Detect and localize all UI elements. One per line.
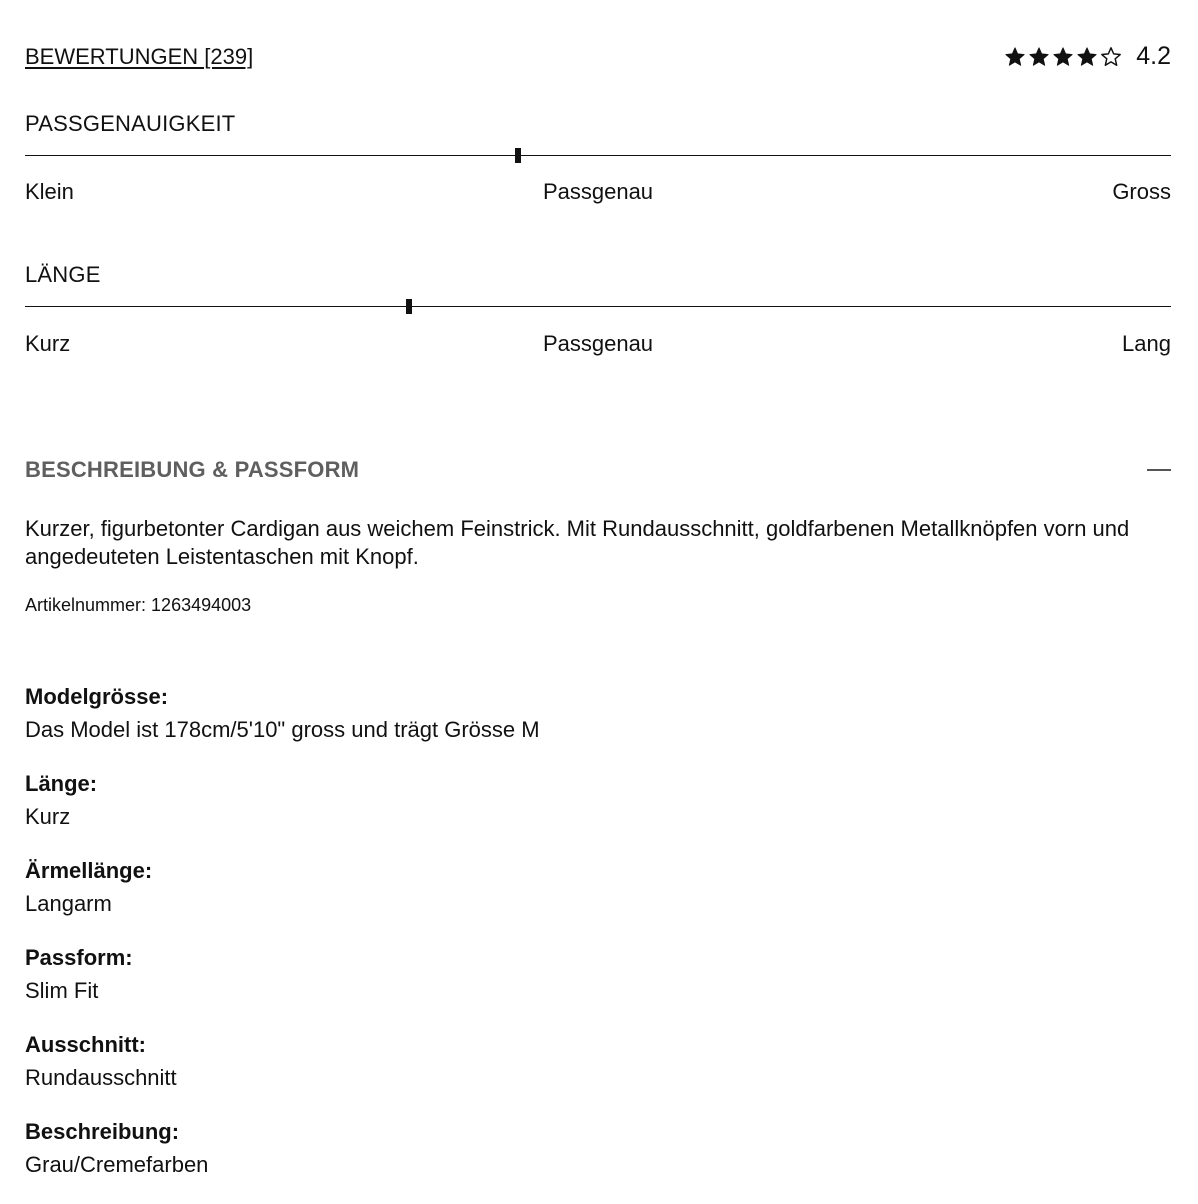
fit-scale-line <box>25 155 1171 156</box>
details-list <box>25 682 540 1204</box>
article-number-value: 1263494003 <box>151 595 252 615</box>
length-scale-marker <box>406 299 412 314</box>
detail-description <box>25 1117 540 1204</box>
star-outline-icon <box>1100 46 1122 68</box>
length-label-true: Passgenau <box>542 331 654 356</box>
article-number-label: Artikelnummer: <box>25 595 147 615</box>
length-title: LÄNGE <box>25 262 101 287</box>
detail-value: Das Model ist 178cm/5'10" gross und trägt Grösse M <box>25 717 540 742</box>
fit-label-true: Passgenau <box>542 179 654 204</box>
star-filled-icon <box>1052 46 1074 68</box>
detail-label: Passform: <box>25 945 133 970</box>
length-label-short: Kurz <box>25 331 71 356</box>
detail-length <box>25 769 540 856</box>
detail-sleeve-length <box>25 856 540 943</box>
star-filled-icon <box>1076 46 1098 68</box>
length-scale-line <box>25 306 1171 307</box>
detail-label: Ausschnitt: <box>25 1032 146 1057</box>
detail-value: Slim Fit <box>25 978 99 1003</box>
detail-value: Kurz <box>25 804 71 829</box>
detail-neckline <box>25 1030 540 1117</box>
rating-summary <box>1004 42 1171 71</box>
star-filled-icon <box>1004 46 1026 68</box>
detail-fit <box>25 943 540 1030</box>
detail-label: Beschreibung: <box>25 1119 180 1144</box>
star-filled-icon <box>1028 46 1050 68</box>
reviews-link[interactable]: BEWERTUNGEN [239] <box>25 44 254 69</box>
fit-label-large: Gross <box>1112 179 1171 204</box>
fit-scale-marker <box>515 148 521 163</box>
detail-value: Rundausschnitt <box>25 1065 177 1090</box>
article-number <box>25 595 251 616</box>
fit-title: PASSGENAUIGKEIT <box>25 111 236 136</box>
detail-label: Modelgrösse: <box>25 684 169 709</box>
detail-value: Langarm <box>25 891 112 916</box>
detail-value: Grau/Cremefarben <box>25 1152 209 1177</box>
description-accordion-header[interactable] <box>25 454 1171 486</box>
detail-model-size <box>25 682 540 769</box>
description-title: BESCHREIBUNG & PASSFORM <box>25 457 360 482</box>
detail-label: Ärmellänge: <box>25 858 153 883</box>
length-label-long: Lang <box>1122 331 1171 356</box>
collapse-icon[interactable] <box>1147 469 1171 471</box>
rating-value: 4.2 <box>1136 42 1171 70</box>
description-text: Kurzer, figurbetonter Cardigan aus weichem Feinstrick. Mit Rundausschnitt, goldfarbenen Metallknöpfen vorn und angedeuteten Leistentaschen mit Knopf. <box>25 516 1130 569</box>
star-rating <box>1004 46 1122 68</box>
fit-label-small: Klein <box>25 179 74 204</box>
detail-label: Länge: <box>25 771 98 796</box>
